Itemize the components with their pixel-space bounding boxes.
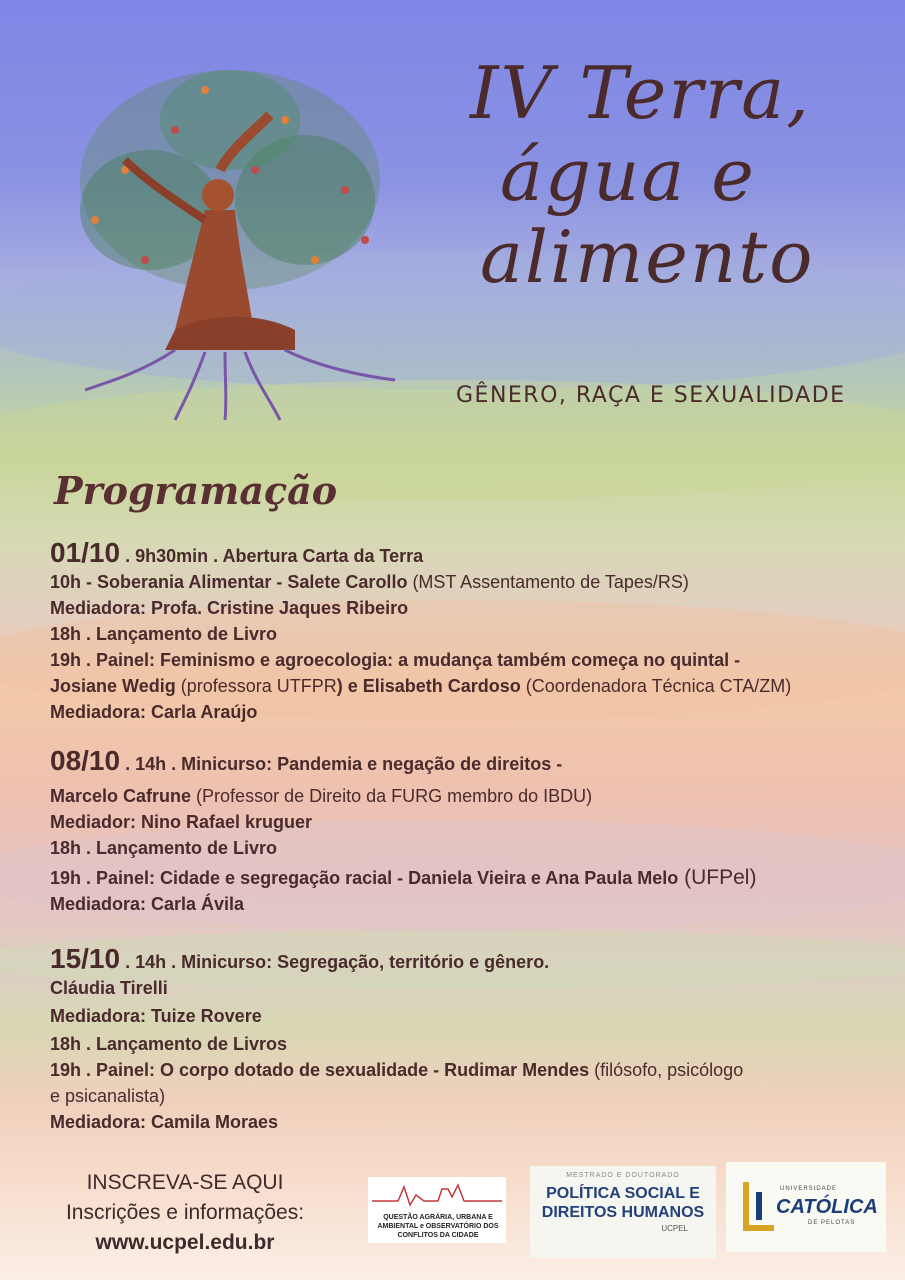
title-line-3: alimento <box>480 215 815 299</box>
day-1-line-6d: (Coordenadora Técnica CTA/ZM) <box>520 676 792 696</box>
day-3-line-4: 18h . Lançamento de Livros <box>50 1034 288 1054</box>
day-2-line-2b: (Professor de Direito da FURG membro do IBDU) <box>191 786 593 806</box>
title-line-1: IV Terra, <box>470 51 812 135</box>
day-3-line-2: Cláudia Tirelli <box>50 978 168 998</box>
registration-info <box>30 1168 340 1258</box>
questao-agraria-logo <box>368 1177 506 1243</box>
title-line-2: água e <box>500 133 756 217</box>
day-1-line-3: Mediadora: Profa. Cristine Jaques Ribeiro <box>50 598 409 618</box>
day-3-line-3: Mediadora: Tuize Rovere <box>50 1006 262 1026</box>
day-1-line-1: . 9h30min . Abertura Carta da Terra <box>120 546 424 566</box>
day-3-line-6: Mediadora: Camila Moraes <box>50 1112 279 1132</box>
day-2-line-2a: Marcelo Cafrune <box>50 786 192 806</box>
day-3-date: 15/10 <box>50 943 121 974</box>
register-cta[interactable]: INSCREVA-SE AQUI <box>86 1171 284 1194</box>
day-1-line-7: Mediadora: Carla Araújo <box>50 702 258 722</box>
tree-roots <box>85 350 395 420</box>
day-2-line-6: Mediadora: Carla Ávila <box>50 894 245 914</box>
day-1-schedule <box>50 537 890 725</box>
day-2-line-4: 18h . Lançamento de Livro <box>50 838 278 858</box>
day-3-line-5b: (filósofo, psicólogo <box>589 1060 744 1080</box>
logo3-top: UNIVERSIDADE <box>780 1186 838 1192</box>
day-1-line-6b: (professora UTFPR <box>175 676 337 696</box>
programacao-heading: Programação <box>54 468 338 513</box>
logo1-text: QUESTÃO AGRÁRIA, URBANA E AMBIENTAL e OBSERVATÓRIO DOS CONFLITOS DA CIDADE <box>377 1214 499 1239</box>
logo2-main-2: DIREITOS HUMANOS <box>541 1204 705 1221</box>
logo2-sub: UCPEL <box>661 1224 688 1233</box>
event-title <box>470 52 890 298</box>
day-1-line-2: 10h - Soberania Alimentar - Salete Carollo <box>50 572 408 592</box>
day-1-line-6a: Josiane Wedig <box>50 676 176 696</box>
tree-woman-illustration <box>55 60 405 430</box>
info-label: Inscrições e informações: <box>65 1201 305 1224</box>
politica-social-logo <box>530 1166 716 1258</box>
ucpel-emblem-icon <box>740 1178 780 1238</box>
day-2-line-5b: (UFPel) <box>678 866 757 889</box>
logo2-top: MESTRADO E DOUTORADO <box>566 1172 680 1179</box>
day-2-line-5a: 19h . Painel: Cidade e segregação racial - Daniela Vieira e Ana Paula Melo <box>50 868 679 888</box>
day-1-line-5: 19h . Painel: Feminismo e agroecologia: a mudança também começa no quintal - <box>50 650 741 670</box>
day-2-line-3: Mediador: Nino Rafael kruguer <box>50 812 313 832</box>
logo2-main <box>530 1184 716 1222</box>
website-link[interactable]: www.ucpel.edu.br <box>95 1231 275 1254</box>
day-2-date: 08/10 <box>50 745 121 776</box>
day-3-line-5c: e psicanalista) <box>50 1086 166 1106</box>
catolica-pelotas-logo <box>726 1162 886 1252</box>
day-1-line-2-note: (MST Assentamento de Tapes/RS) <box>407 572 689 592</box>
day-1-date: 01/10 <box>50 537 121 568</box>
day-1-line-4: 18h . Lançamento de Livro <box>50 624 278 644</box>
day-3-line-5a: 19h . Painel: O corpo dotado de sexualidade - Rudimar Mendes <box>50 1060 590 1080</box>
day-3-schedule <box>50 943 890 1135</box>
day-2-schedule <box>50 745 890 917</box>
event-subtitle: GÊNERO, RAÇA E SEXUALIDADE <box>456 383 846 408</box>
day-1-line-6c: ) e Elisabeth Cardoso <box>336 676 521 696</box>
logo2-main-1: POLÍTICA SOCIAL E <box>546 1185 700 1202</box>
day-3-line-1: . 14h . Minicurso: Segregação, território e gênero. <box>120 952 550 972</box>
logo3-sub: DE PELOTAS <box>808 1220 856 1226</box>
heartbeat-city-icon <box>368 1177 506 1211</box>
day-2-line-1: . 14h . Minicurso: Pandemia e negação de direitos - <box>120 754 563 774</box>
logo3-main: CATÓLICA <box>776 1196 878 1218</box>
